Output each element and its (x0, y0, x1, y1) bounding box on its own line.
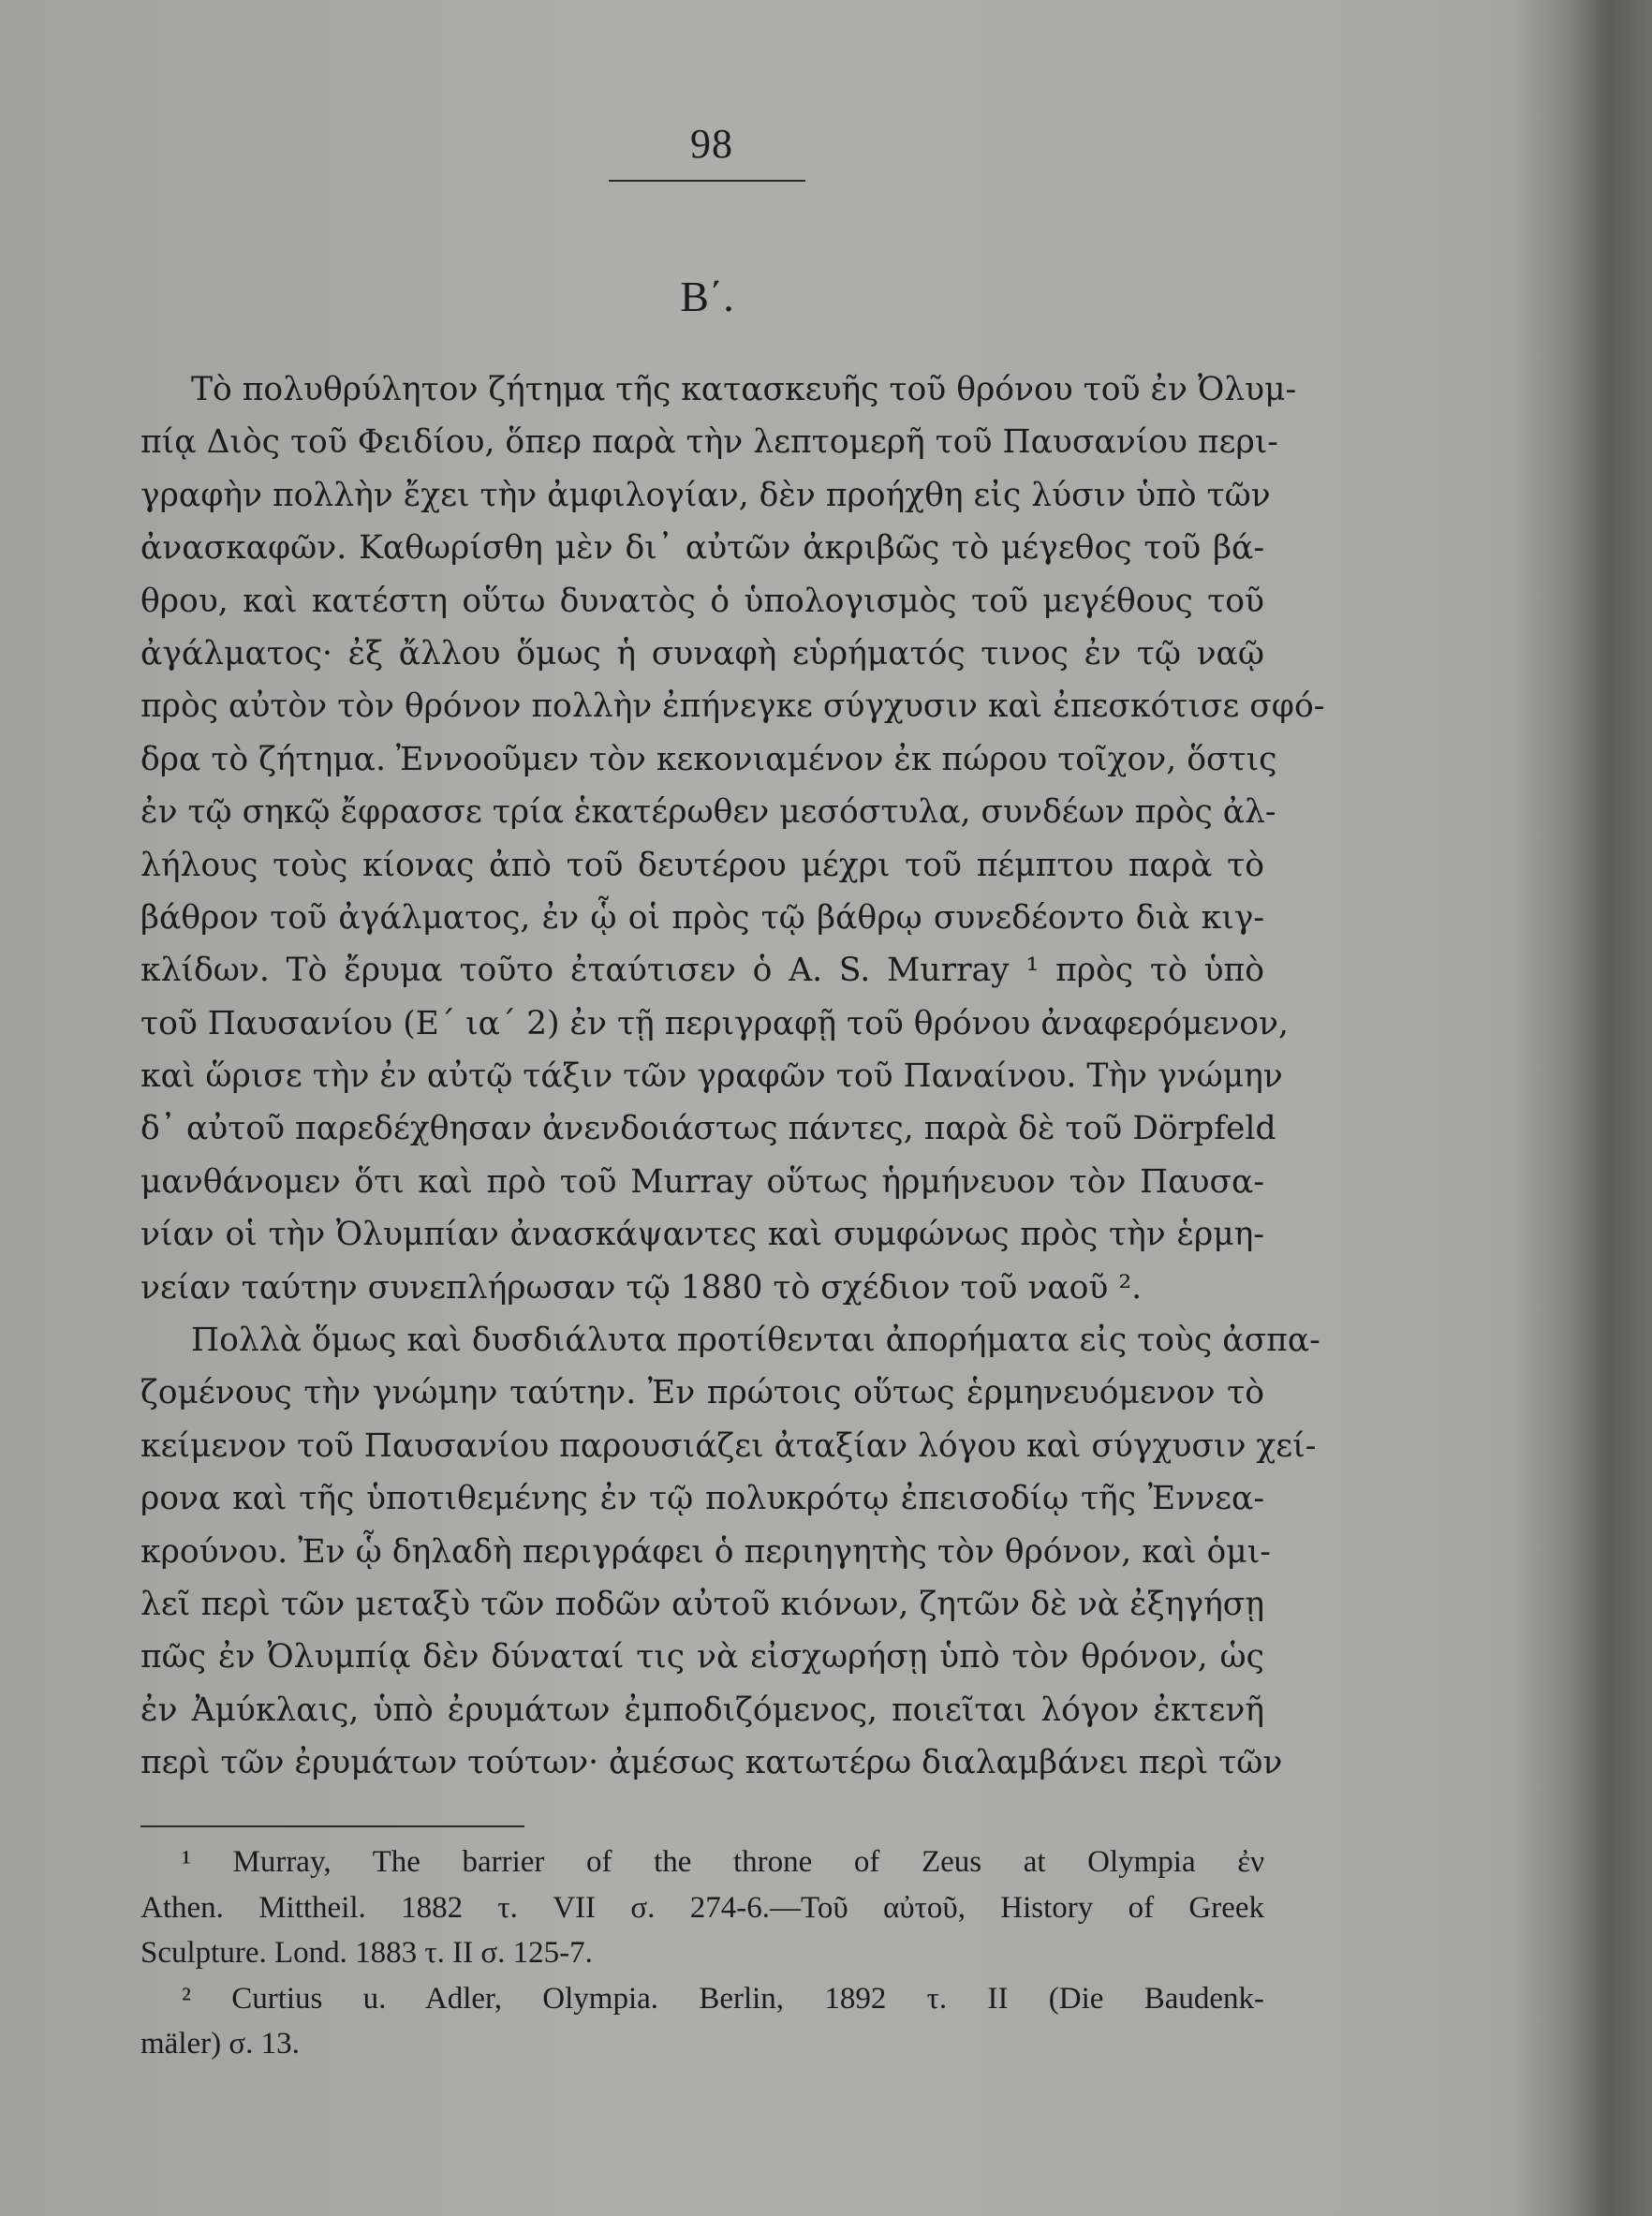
body-line: νείαν ταύτην συνεπλήρωσαν τῷ 1880 τὸ σχέδιον τοῦ ναοῦ ². (140, 1268, 1143, 1307)
body-line: θρου, καὶ κατέστη οὕτω δυνατὸς ὁ ὑπολογισμὸς τοῦ μεγέθους τοῦ (140, 582, 1264, 620)
body-line: κλίδων. Τὸ ἔρυμα τοῦτο ἐταύτισεν ὁ A. S. Murray ¹ πρὸς τὸ ὑπὸ (140, 952, 1264, 990)
body-line: νίαν οἱ τὴν Ὀλυμπίαν ἀνασκάψαντες καὶ συμφώνως πρὸς τὴν ἑρμη- (140, 1216, 1264, 1254)
footnote-rule (140, 1825, 524, 1827)
body-line: ἀνασκαφῶν. Καθωρίσθη μὲν δι᾿ αὐτῶν ἀκριβῶς τὸ μέγεθος τοῦ βά- (140, 529, 1264, 568)
body-line: ρονα καὶ τῆς ὑποτιθεμένης ἐν τῷ πολυκρότῳ ἐπεισοδίῳ τῆς Ἐννεα- (140, 1480, 1264, 1518)
body-line: Τὸ πολυθρύλητον ζήτημα τῆς κατασκευῆς τοῦ θρόνου τοῦ ἐν Ὀλυμ- (191, 371, 1297, 408)
body-line: ἀγάλματος· ἐξ ἄλλου ὅμως ἡ συναφὴ εὑρήματός τινος ἐν τῷ ναῷ (140, 634, 1264, 672)
body-line: ἐν Ἀμύκλαις, ὑπὸ ἐρυμάτων ἐμποδιζόμενος, ποιεῖται λόγον ἐκτενῆ (140, 1691, 1264, 1729)
body-line: βάθρον τοῦ ἀγάλματος, ἐν ᾧ οἱ πρὸς τῷ βάθρῳ συνεδέοντο διὰ κιγ- (140, 898, 1264, 937)
body-line: ἐν τῷ σηκῷ ἔφρασσε τρία ἑκατέρωθεν μεσόστυλα, συνδέων πρὸς ἀλ- (140, 793, 1276, 832)
footnote-line: ² Curtius u. Adler, Olympia. Berlin, 1892 τ. II (Die Baudenk- (182, 1981, 1264, 2016)
page-number-rule (609, 180, 805, 182)
body-line: κείμενον τοῦ Παυσανίου παρουσιάζει ἀταξίαν λόγου καὶ σύγχυσιν χεί- (140, 1426, 1317, 1465)
book-gutter-shadow (1512, 0, 1652, 2216)
body-line: καὶ ὥρισε τὴν ἐν αὐτῷ τάξιν τῶν γραφῶν τοῦ Παναίνου. Τὴν γνώμην (140, 1057, 1283, 1096)
section-heading: Β΄. (680, 273, 734, 320)
body-line: γραφὴν πολλὴν ἔχει τὴν ἀμφιλογίαν, δὲν προήχθη εἰς λύσιν ὑπὸ τῶν (140, 476, 1271, 514)
body-line: περὶ τῶν ἐρυμάτων τούτων· ἀμέσως κατωτέρω διαλαμβάνει περὶ τῶν (140, 1744, 1283, 1782)
footnote-line: mäler) σ. 13. (140, 2027, 300, 2061)
footnote-line: Sculpture. Lond. 1883 τ. II σ. 125-7. (140, 1936, 593, 1971)
footnotes (140, 1839, 1264, 2067)
body-line: πρὸς αὐτὸν τὸν θρόνον πολλὴν ἐπήνεγκε σύγχυσιν καὶ ἐπεσκότισε σφό- (140, 687, 1325, 726)
body-line: κρούνου. Ἐν ᾧ δηλαδὴ περιγράφει ὁ περιηγητὴς τὸν θρόνον, καὶ ὁμι- (140, 1532, 1271, 1571)
body-line: τοῦ Παυσανίου (Ε΄ ια΄ 2) ἐν τῇ περιγραφῇ τοῦ θρόνου ἀναφερόμενον, (140, 1004, 1289, 1042)
body-line: Πολλὰ ὅμως καὶ δυσδιάλυτα προτίθενται ἀπορήματα εἰς τοὺς ἀσπα- (191, 1322, 1320, 1360)
body-text (140, 363, 1325, 1790)
body-line: λεῖ περὶ τῶν μεταξὺ τῶν ποδῶν αὐτοῦ κιόνων, ζητῶν δὲ νὰ ἐξηγήσῃ (140, 1585, 1264, 1623)
footnote-line: Athen. Mittheil. 1882 τ. VII σ. 274-6.—Τοῦ αὐτοῦ, History of Greek (140, 1890, 1264, 1925)
body-line: πίᾳ Διὸς τοῦ Φειδίου, ὅπερ παρὰ τὴν λεπτομερῆ τοῦ Παυσανίου περι- (140, 423, 1278, 462)
footnote-line: ¹ Murray, The barrier of the throne of Zeus at Olympia ἐν (182, 1845, 1264, 1879)
page-number: 98 (690, 121, 733, 167)
body-line: λήλους τοὺς κίονας ἀπὸ τοῦ δευτέρου μέχρι τοῦ πέμπτου παρὰ τὸ (140, 846, 1264, 884)
body-line: δ᾿ αὐτοῦ παρεδέχθησαν ἀνενδοιάστως πάντες, παρὰ δὲ τοῦ Dörpfeld (140, 1110, 1276, 1148)
body-line: δρα τὸ ζήτημα. Ἐννοοῦμεν τὸν κεκονιαμένον ἐκ πώρου τοῖχον, ὅστις (140, 740, 1277, 778)
body-line: μανθάνομεν ὅτι καὶ πρὸ τοῦ Murray οὕτως ἡρμήνευον τὸν Παυσα- (140, 1162, 1264, 1201)
body-line: ζομένους τὴν γνώμην ταύτην. Ἐν πρώτοις οὕτως ἑρμηνευόμενον τὸ (140, 1374, 1264, 1412)
body-line: πῶς ἐν Ὀλυμπίᾳ δὲν δύναταί τις νὰ εἰσχωρήσῃ ὑπὸ τὸν θρόνον, ὡς (140, 1638, 1264, 1677)
